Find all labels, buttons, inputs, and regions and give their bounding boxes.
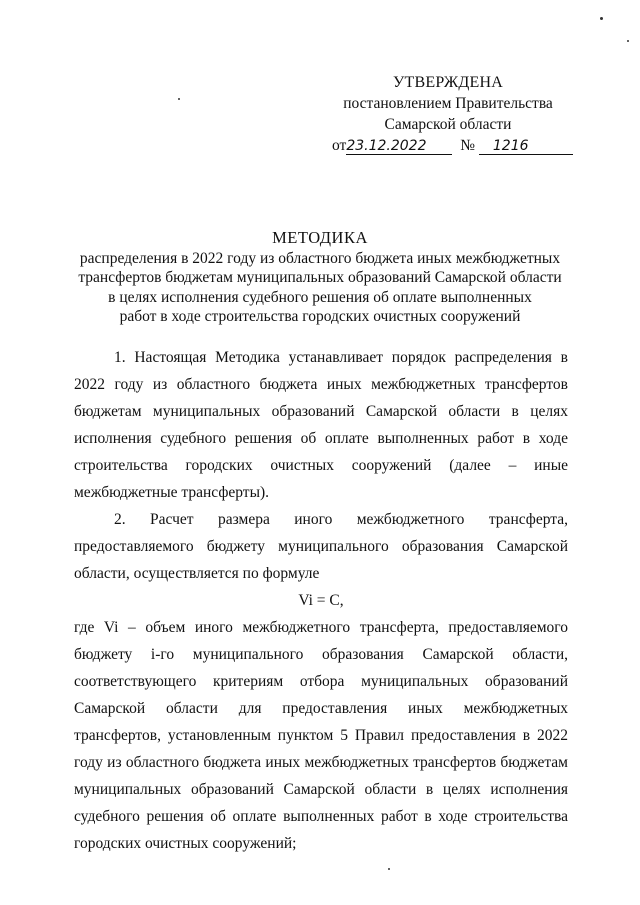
paragraph-3: где Vi – объем иного межбюджетного трансферта, предоставляемого бюджету i-го муниципального образования Самарской области, соответствующего критериям отбора муниципальных образований Самарской области для предоставления иных межбюджетных трансфертов, установленным пунктом 5 Правил предоставления в 2022 году из областного бюджета иных межбюджетных трансфертов бюджетам муниципальных образований Самарской области в целях исполнения судебного решения об оплате выполненных работ в ходе строительства городских очистных сооружений; xyxy=(74,619,568,852)
scan-speck xyxy=(600,17,603,20)
handwritten-date: 23.12.2022 xyxy=(346,138,452,155)
approval-date-number-line xyxy=(318,135,578,156)
date-prefix: от xyxy=(332,137,347,154)
title-subline-2: трансфертов бюджетам муниципальных образований Самарской области xyxy=(78,269,562,286)
paragraph-2: 2. Расчет размера иного межбюджетного трансферта, предоставляемого бюджету муниципального образования Самарской области, осуществляется по формуле xyxy=(74,511,568,582)
approval-line-region: Самарской области xyxy=(384,116,512,133)
document-title: МЕТОДИКА xyxy=(272,228,368,247)
formula: Vi = C, xyxy=(298,592,344,609)
approval-stamp-block xyxy=(318,72,578,156)
scan-speck xyxy=(178,98,180,100)
title-subline-4: работ в ходе строительства городских очистных сооружений xyxy=(119,308,521,325)
handwritten-number: 1216 xyxy=(479,138,573,155)
document-title-block xyxy=(60,228,580,327)
number-prefix: № xyxy=(460,137,475,154)
title-subline-1: распределения в 2022 году из областного бюджета иных межбюджетных xyxy=(79,249,561,267)
scan-speck xyxy=(627,40,629,42)
paragraph-1: 1. Настоящая Методика устанавливает порядок распределения в 2022 году из областного бюджета иных межбюджетных трансфертов бюджетам муниципальных образований Самарской области в целях исполнения судебного решения об оплате выполненных работ в ходе строительства городских очистных сооружений (далее – иные межбюджетные трансферты). xyxy=(74,349,568,501)
document-body xyxy=(74,344,568,857)
scan-speck xyxy=(388,868,390,870)
approved-heading: УТВЕРЖДЕНА xyxy=(392,74,503,91)
approval-line-government: постановлением Правительства xyxy=(343,95,553,112)
title-subline-3: в целях исполнения судебного решения об оплате выполненных xyxy=(108,288,532,306)
